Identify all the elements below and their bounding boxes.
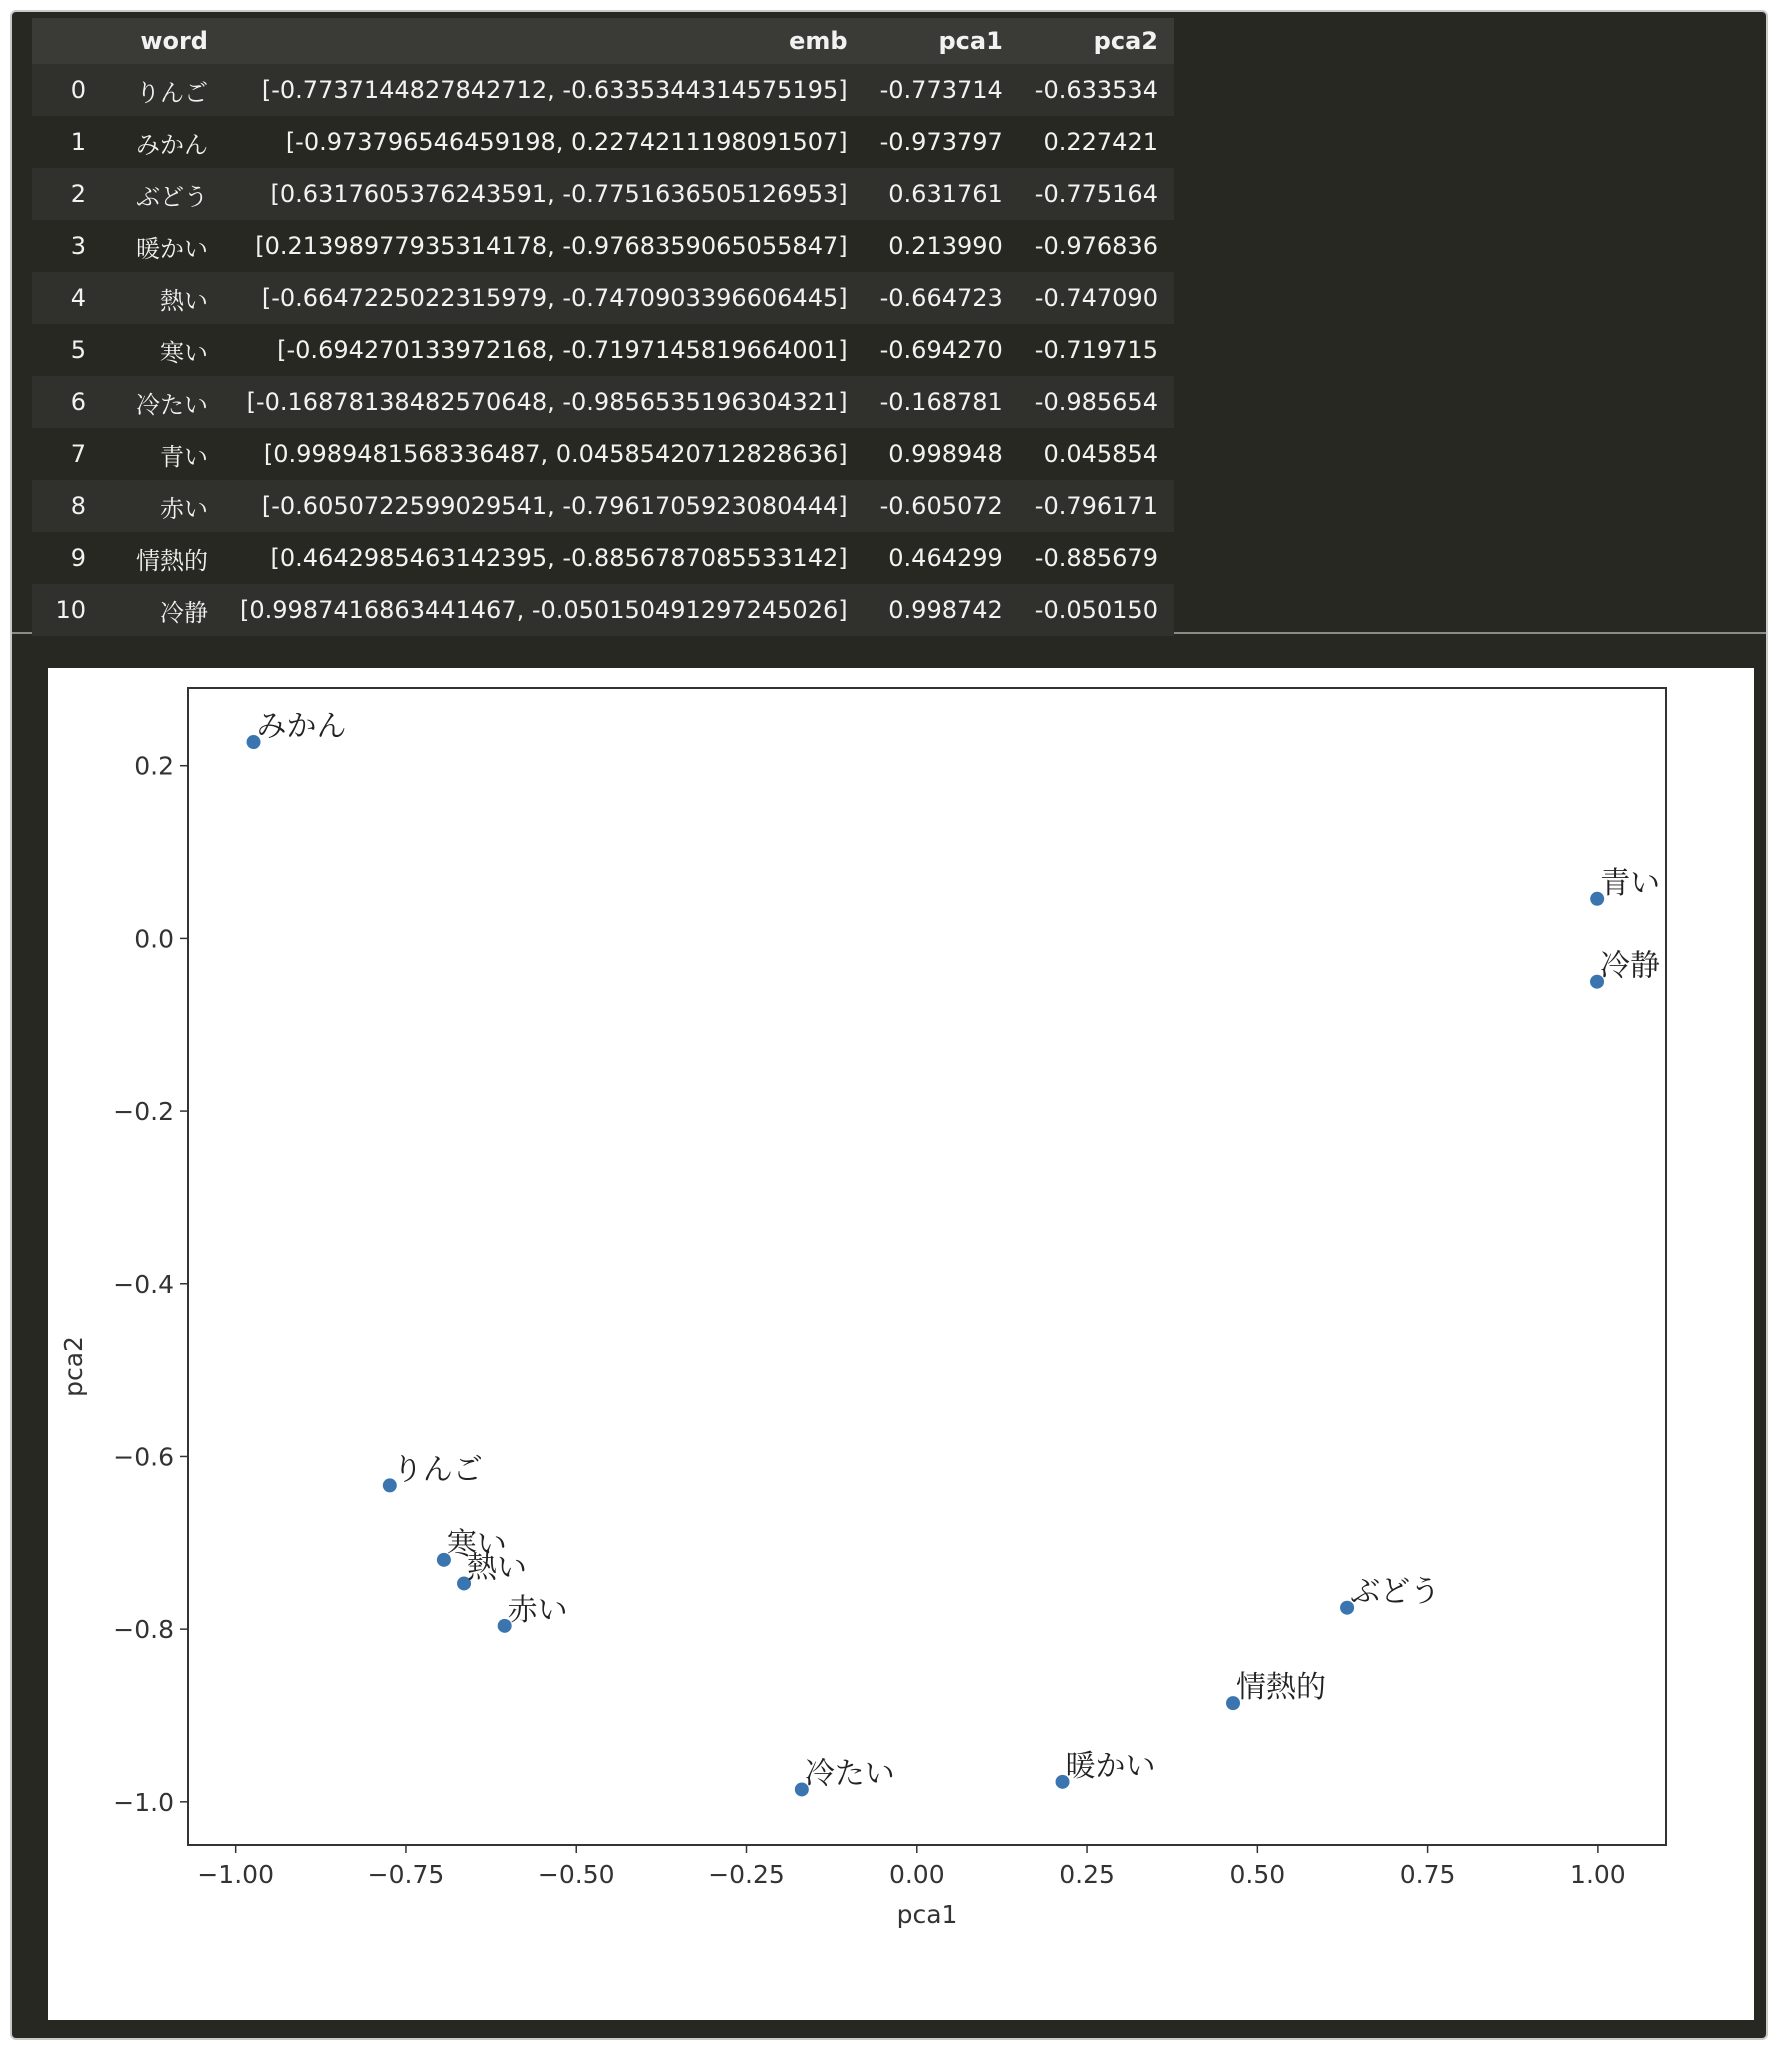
y-tick-label: −0.8: [113, 1615, 174, 1645]
row-index: 0: [32, 64, 102, 116]
cell-pca1: -0.168781: [864, 376, 1019, 428]
cell-pca2: -0.633534: [1019, 64, 1174, 116]
table-row: [32, 116, 1174, 168]
cell-pca2: -0.719715: [1019, 324, 1174, 376]
row-index: 9: [32, 532, 102, 584]
cell-emb: [0.9989481568336487, 0.04585420712828636]: [224, 428, 864, 480]
cell-pca2: 0.227421: [1019, 116, 1174, 168]
x-tick-label: 0.50: [1229, 1860, 1286, 1889]
cell-pca1: 0.998948: [864, 428, 1019, 480]
x-tick-label: 1.00: [1570, 1860, 1626, 1889]
cell-pca1: -0.973797: [864, 116, 1019, 168]
table-row: [32, 168, 1174, 220]
x-tick-label: 0.75: [1399, 1860, 1456, 1889]
cell-word: みかん: [102, 116, 224, 168]
row-index: 7: [32, 428, 102, 480]
table-row: [32, 324, 1174, 376]
point-label: 青い: [1600, 865, 1661, 901]
table-row: [32, 64, 1174, 116]
header-pca2: pca2: [1019, 18, 1174, 64]
cell-pca2: -0.985654: [1019, 376, 1174, 428]
y-tick-label: −0.6: [113, 1442, 174, 1472]
cell-pca1: -0.773714: [864, 64, 1019, 116]
y-tick-label: −0.2: [113, 1097, 174, 1127]
row-index: 4: [32, 272, 102, 324]
x-tick-label: 0.00: [888, 1860, 945, 1889]
point-label: 寒い: [446, 1526, 507, 1562]
table-header-row: [32, 18, 1174, 64]
row-index: 10: [32, 584, 102, 636]
header-word: word: [102, 18, 224, 64]
cell-emb: [-0.6050722599029541, -0.7961705923080444]: [224, 480, 864, 532]
cell-emb: [-0.16878138482570648, -0.9856535196304321]: [224, 376, 864, 428]
y-tick-label: −0.4: [113, 1269, 174, 1299]
point-label: みかん: [256, 709, 347, 745]
cell-pca1: 0.213990: [864, 220, 1019, 272]
cell-pca1: 0.631761: [864, 168, 1019, 220]
cell-word: 冷静: [102, 584, 224, 636]
x-tick-label: −0.50: [537, 1860, 615, 1889]
cell-pca1: -0.605072: [864, 480, 1019, 532]
table-row: [32, 220, 1174, 272]
table-row: [32, 480, 1174, 532]
x-tick-label: −1.00: [197, 1860, 274, 1889]
row-index: 8: [32, 480, 102, 532]
cell-word: 青い: [102, 428, 224, 480]
point-label: 情熱的: [1236, 1670, 1327, 1706]
scatter-plot-svg: [48, 668, 1754, 2020]
cell-emb: [0.21398977935314178, -0.9768359065055847]: [224, 220, 864, 272]
point-label: 冷たい: [804, 1756, 895, 1792]
point-label: 暖かい: [1065, 1748, 1156, 1784]
cell-emb: [0.9987416863441467, -0.050150491297245026]: [224, 584, 864, 636]
cell-word: 暖かい: [102, 220, 224, 272]
table-row: [32, 376, 1174, 428]
cell-word: 冷たい: [102, 376, 224, 428]
cell-emb: [0.4642985463142395, -0.8856787085533142]: [224, 532, 864, 584]
x-tick-label: 0.25: [1059, 1860, 1115, 1889]
plot-axes-frame: [188, 688, 1666, 1845]
cell-pca2: -0.050150: [1019, 584, 1174, 636]
point-label: りんご: [392, 1452, 483, 1488]
cell-emb: [0.6317605376243591, -0.7751636505126953]: [224, 168, 864, 220]
dataframe-output: [12, 12, 1766, 634]
cell-pca1: 0.464299: [864, 532, 1019, 584]
cell-pca1: 0.998742: [864, 584, 1019, 636]
table-row: [32, 428, 1174, 480]
cell-pca1: -0.694270: [864, 324, 1019, 376]
cell-pca2: 0.045854: [1019, 428, 1174, 480]
cell-pca2: -0.976836: [1019, 220, 1174, 272]
point-label: 赤い: [507, 1592, 568, 1628]
cell-pca1: -0.664723: [864, 272, 1019, 324]
x-tick-label: −0.25: [708, 1860, 785, 1889]
cell-emb: [-0.7737144827842712, -0.6335344314575195]: [224, 64, 864, 116]
point-label: 熱い: [467, 1550, 528, 1586]
cell-word: 情熱的: [102, 532, 224, 584]
cell-pca2: -0.796171: [1019, 480, 1174, 532]
cell-pca2: -0.775164: [1019, 168, 1174, 220]
y-axis-label: pca2: [59, 1336, 88, 1397]
cell-emb: [-0.973796546459198, 0.2274211198091507]: [224, 116, 864, 168]
x-axis-label: pca1: [896, 1900, 958, 1929]
point-label: 冷静: [1600, 948, 1661, 984]
header-index: [32, 18, 102, 64]
row-index: 2: [32, 168, 102, 220]
row-index: 6: [32, 376, 102, 428]
cell-word: 寒い: [102, 324, 224, 376]
cell-word: ぶどう: [102, 168, 224, 220]
x-tick-label: −0.75: [367, 1860, 445, 1889]
y-tick-label: 0.2: [134, 751, 174, 781]
header-pca1: pca1: [864, 18, 1019, 64]
cell-pca2: -0.747090: [1019, 272, 1174, 324]
cell-word: 赤い: [102, 480, 224, 532]
cell-pca2: -0.885679: [1019, 532, 1174, 584]
row-index: 1: [32, 116, 102, 168]
cell-emb: [-0.6647225022315979, -0.7470903396606445]: [224, 272, 864, 324]
table-row: [32, 272, 1174, 324]
table-row: [32, 532, 1174, 584]
y-tick-label: 0.0: [134, 924, 174, 954]
dataframe-table: [32, 18, 1174, 636]
row-index: 3: [32, 220, 102, 272]
cell-word: 熱い: [102, 272, 224, 324]
point-label: ぶどう: [1350, 1574, 1441, 1610]
table-row: [32, 584, 1174, 636]
y-tick-label: −1.0: [113, 1787, 174, 1817]
header-emb: emb: [224, 18, 864, 64]
cell-emb: [-0.694270133972168, -0.7197145819664001]: [224, 324, 864, 376]
notebook-output-frame: [10, 10, 1768, 2040]
cell-word: りんご: [102, 64, 224, 116]
scatter-plot: [48, 668, 1754, 2020]
row-index: 5: [32, 324, 102, 376]
table-body: [32, 64, 1174, 636]
